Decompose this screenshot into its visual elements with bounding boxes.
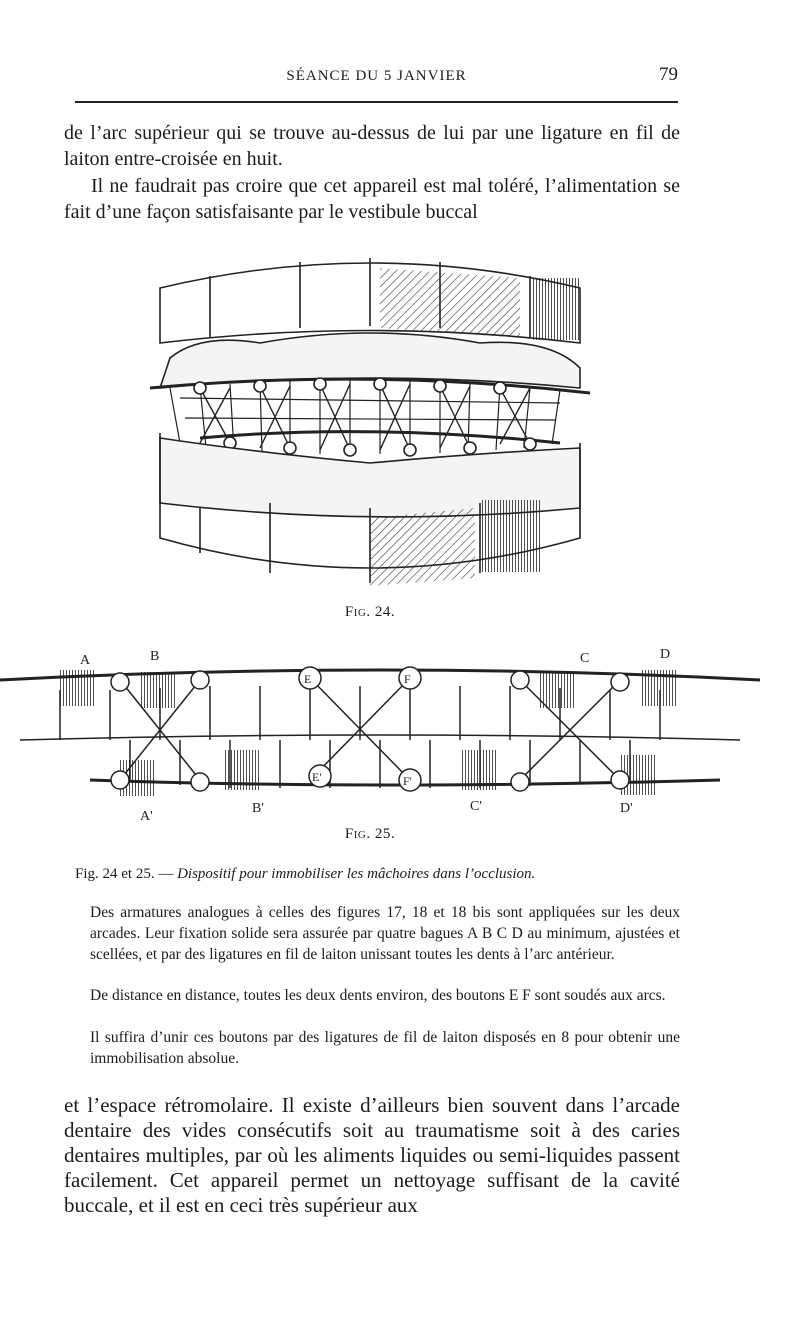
page-number: 79: [659, 64, 678, 85]
label-e-prime: E': [312, 770, 322, 784]
note-boutons: De distance en distance, toutes les deux dents environ, des boutons E F sont soudés aux arcs.: [90, 987, 666, 1004]
figure-caption: [75, 864, 685, 884]
label-d: D: [660, 647, 671, 662]
header-rule: [75, 101, 678, 103]
running-title: SÉANCE DU 5 JANVIER: [286, 68, 467, 84]
label-b-prime: B': [252, 801, 264, 816]
figure-24-label: Fig. 24.: [344, 604, 396, 620]
label-a-prime: A': [140, 809, 153, 824]
label-e: E: [304, 672, 312, 686]
label-b: B: [150, 649, 160, 664]
label-c-prime: C': [470, 799, 482, 814]
figure-24-jaw-model: [140, 238, 600, 598]
running-header: [75, 62, 678, 92]
figure-25-label: Fig. 25.: [344, 826, 396, 842]
label-f-prime: F': [403, 774, 412, 788]
caption-text: Dispositif pour immobiliser les mâchoires dans l’occlusion.: [177, 866, 536, 882]
paragraph-tolerance: Il ne faudrait pas croire que cet appareil est mal toléré, l’alimentation se fait d’une façon satisfaisante par le vestibule buccal: [64, 175, 680, 223]
label-f: F: [404, 672, 411, 686]
note-armatures: Des armatures analogues à celles des figures 17, 18 et 18 bis sont appliquées sur les deux arcades. Leur fixation solide sera assurée par quatre bagues A B C D au minimum, ajustées et scellées, et par des ligatures en fil de laiton unissant toutes les dents à l’arc antérieur.: [90, 904, 680, 963]
figure-25-arch-diagram: [0, 640, 760, 830]
label-d-prime: D': [620, 801, 633, 816]
label-c: C: [580, 651, 590, 666]
paragraph-bottom: et l’espace rétromolaire. Il existe d’ailleurs bien souvent dans l’arcade dentaire des vides consécutifs soit au traumatisme soit à des caries dentaires multiples, par où les aliments liquides ou semi-liquides passent facilement. Cet appareil permet un nettoyage suffisant de la cavité buccale, et il est en ceci très supérieur aux: [64, 1093, 680, 1217]
paragraph-continued: de l’arc supérieur qui se trouve au-dessus de lui par une ligature en fil de laiton entre-croisée en huit.: [64, 122, 680, 170]
caption-prefix: Fig. 24 et 25. —: [75, 866, 178, 882]
note-ligatures: Il suffira d’unir ces boutons par des ligatures de fil de laiton disposés en 8 pour obtenir une immobilisation absolue.: [90, 1029, 680, 1067]
label-a: A: [80, 653, 91, 668]
